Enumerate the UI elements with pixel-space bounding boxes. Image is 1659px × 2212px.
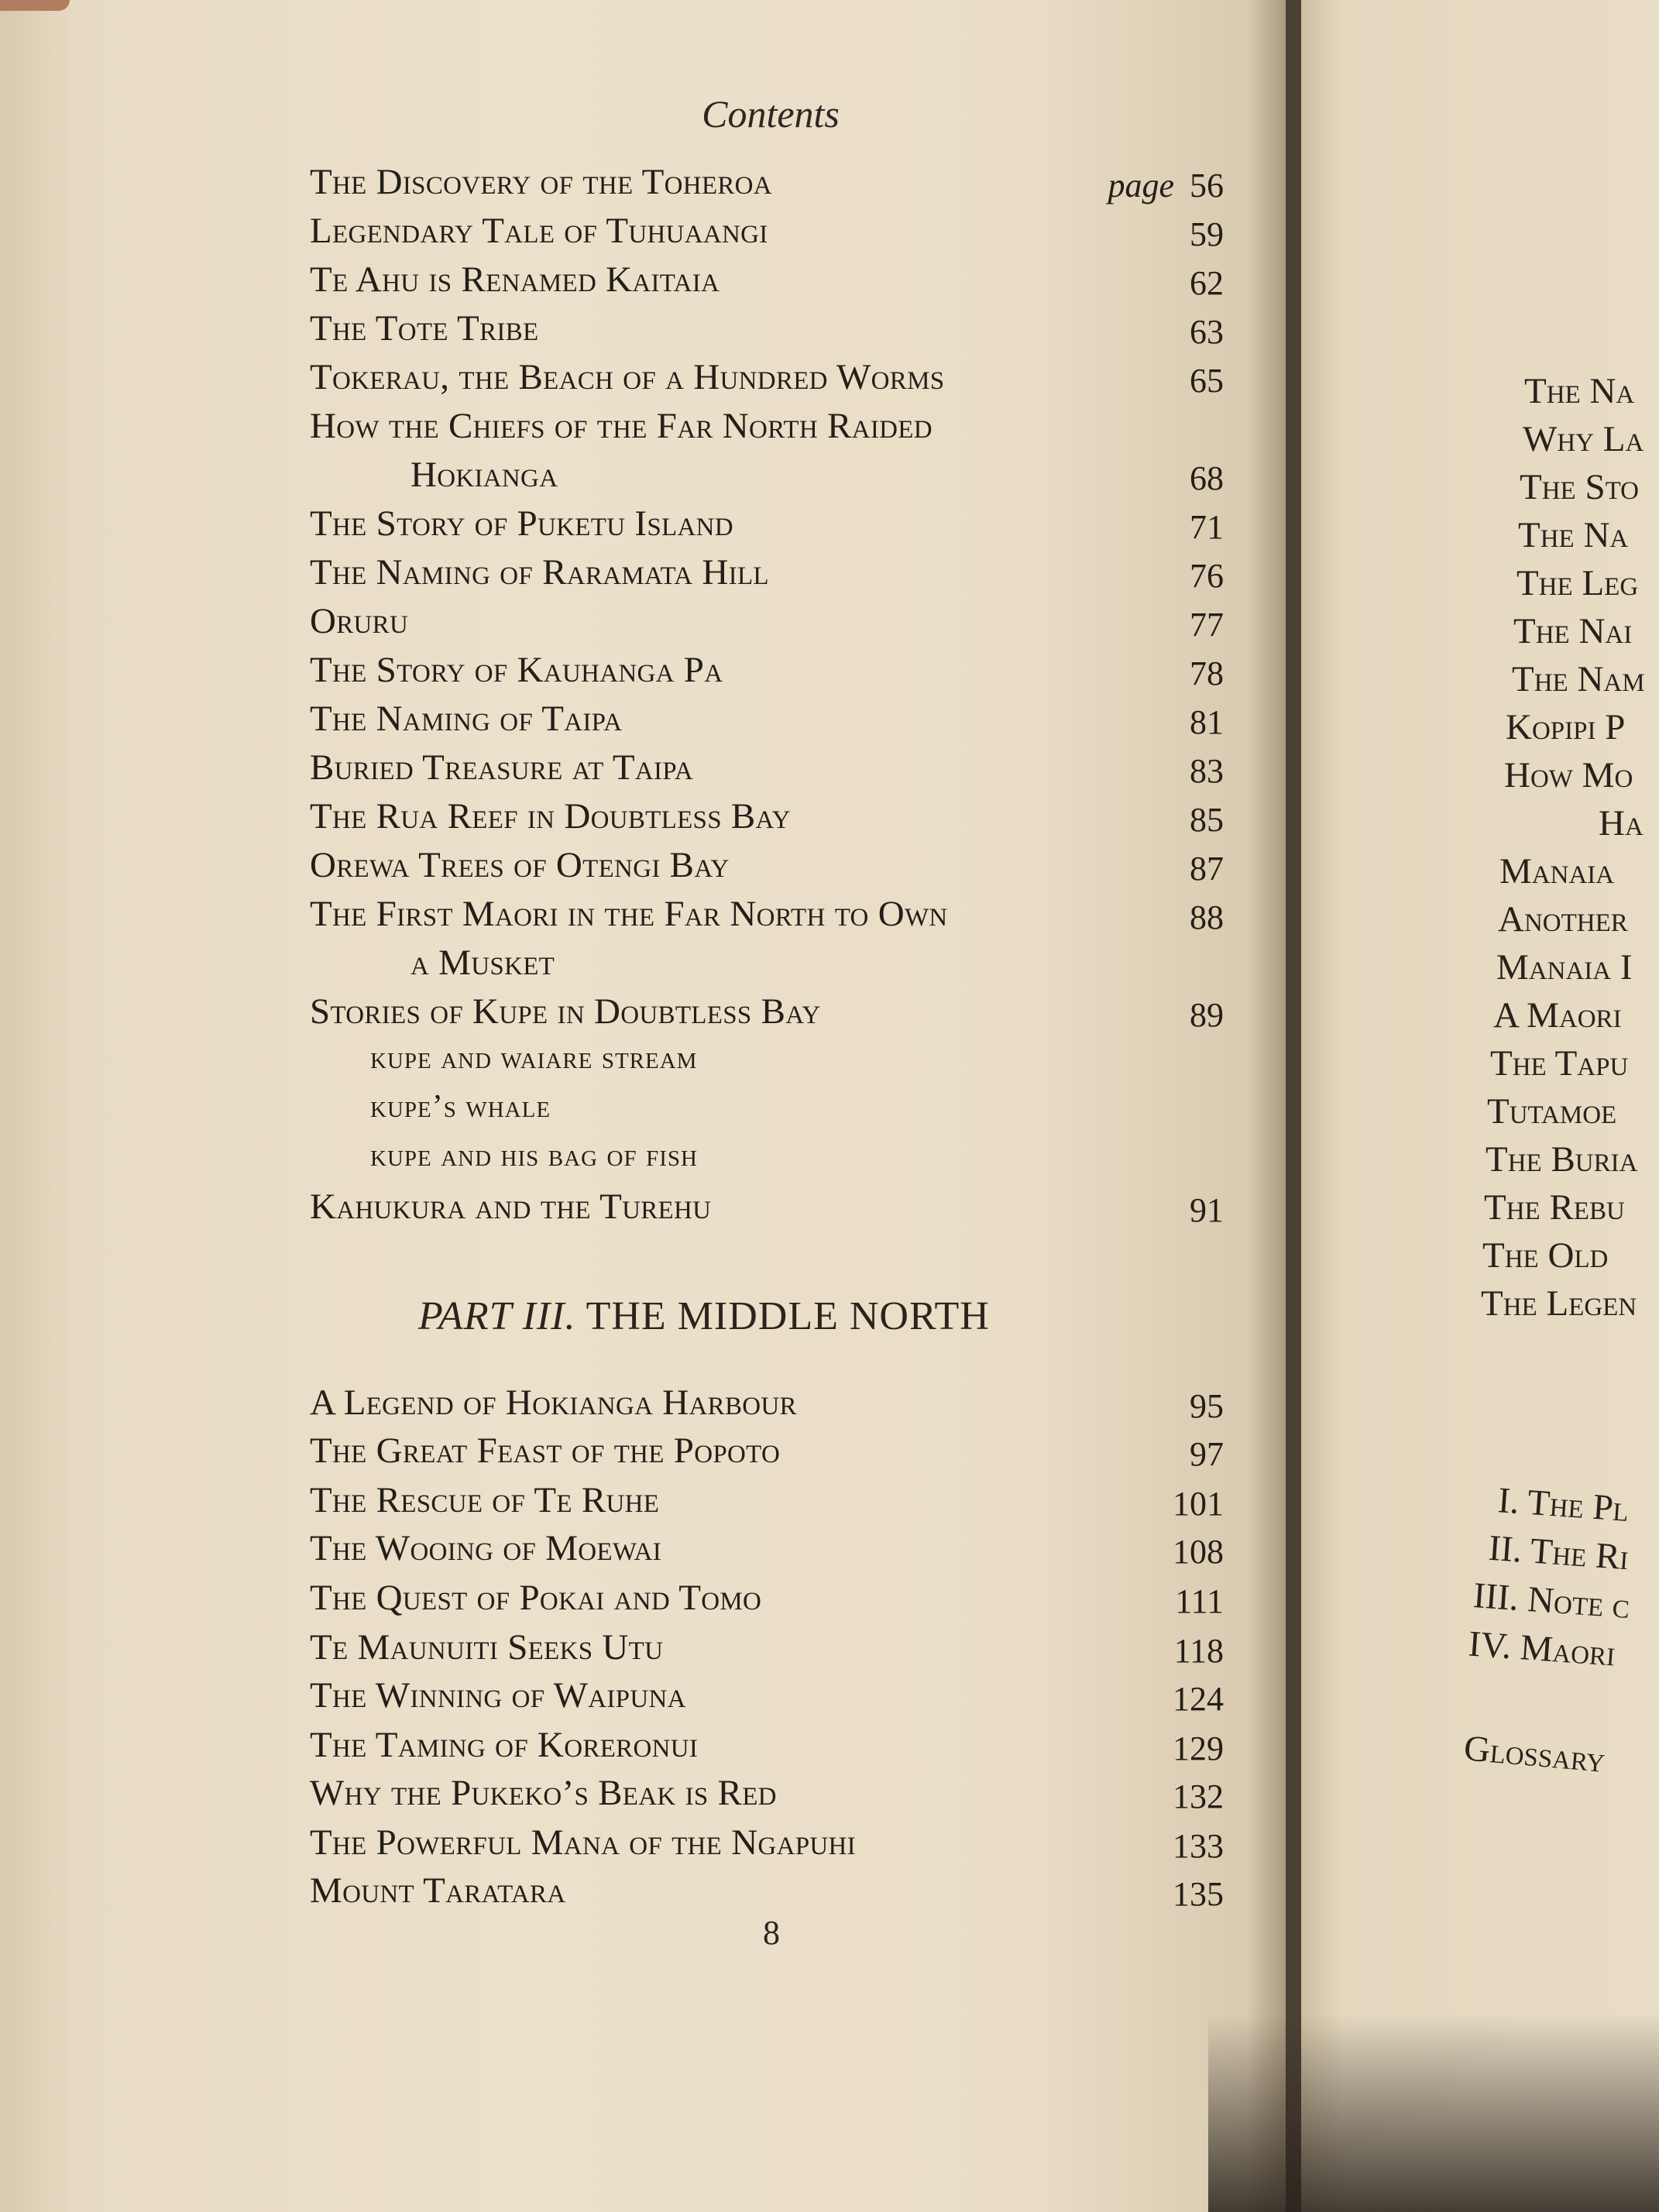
toc-entry-title: The Rua Reef in Doubtless Bay xyxy=(310,796,791,836)
toc-entry-page xyxy=(1190,702,1224,742)
toc-entry-page xyxy=(1190,556,1224,596)
toc-entry-title: kupe and his bag of fish xyxy=(370,1138,698,1173)
page-value: 132 xyxy=(1173,1778,1224,1815)
contents-title: Contents xyxy=(702,92,840,136)
toc-entry-page xyxy=(1190,1386,1224,1426)
toc-entry-title: The First Maori in the Far North to Own xyxy=(310,894,948,934)
toc-entry-title: How the Chiefs of the Far North Raided xyxy=(310,406,933,446)
toc-entry-title: Oruru xyxy=(310,601,409,641)
toc-entry-page xyxy=(1190,751,1224,791)
right-toc-entry: The Legen xyxy=(1481,1283,1637,1324)
right-toc-entry: The Buria xyxy=(1486,1139,1638,1180)
page-value: 87 xyxy=(1190,850,1224,888)
toc-entry xyxy=(310,1626,1224,1673)
toc-entry xyxy=(310,942,1224,988)
right-toc-entry: The Na xyxy=(1518,515,1629,555)
toc-entry xyxy=(310,747,1224,793)
toc-entry-page xyxy=(1190,507,1224,547)
toc-entry-page xyxy=(1173,1874,1224,1914)
right-toc-entry: The Tapu xyxy=(1490,1043,1629,1084)
toc-entry xyxy=(310,454,1224,500)
toc-entry-title: The Powerful Mana of the Ngapuhi xyxy=(310,1822,856,1863)
toc-entry-title: The Discovery of the Toheroa xyxy=(310,162,772,202)
glossary-entry: Glossary xyxy=(1462,1728,1607,1781)
page-value: 133 xyxy=(1173,1827,1224,1865)
page-value: 71 xyxy=(1190,508,1224,546)
appendix-entry: IV. Maori xyxy=(1467,1623,1617,1674)
toc-entry xyxy=(310,844,1224,891)
part-name: THE MIDDLE NORTH xyxy=(586,1294,990,1338)
toc-entry xyxy=(310,698,1224,744)
toc-entry-title: The Naming of Taipa xyxy=(310,699,623,739)
page-value: 62 xyxy=(1190,264,1224,302)
toc-entry-title: Hokianga xyxy=(410,455,558,495)
toc-entry-page xyxy=(1190,605,1224,644)
page-value: 135 xyxy=(1173,1875,1224,1913)
toc-entry-page xyxy=(1173,1777,1224,1816)
toc-entry-page xyxy=(1190,263,1224,303)
toc-entry-title: a Musket xyxy=(410,943,555,983)
toc-entry-title: The Rescue of Te Ruhe xyxy=(310,1480,660,1520)
toc-entry xyxy=(310,991,1224,1037)
toc-entry-title: Buried Treasure at Taipa xyxy=(310,747,694,788)
toc-entry xyxy=(310,1186,1224,1232)
toc-entry-page xyxy=(1174,1631,1224,1671)
toc-entry-page xyxy=(1190,995,1224,1035)
toc-entry-page xyxy=(1190,654,1224,693)
toc-entry-page xyxy=(1190,312,1224,352)
toc-entry xyxy=(310,307,1224,354)
toc-entry-title: The Tote Tribe xyxy=(310,308,539,349)
right-toc-entry: How Mo xyxy=(1504,755,1633,795)
appendix-entry: III. Note c xyxy=(1472,1575,1631,1626)
toc-entry xyxy=(310,1674,1224,1721)
page-number: 8 xyxy=(763,1914,780,1952)
toc-entry-title: Te Ahu is Renamed Kaitaia xyxy=(310,259,720,300)
toc-entry-title: The Wooing of Moewai xyxy=(310,1528,662,1568)
page-value: 65 xyxy=(1190,362,1224,400)
part-number: PART III. xyxy=(418,1294,576,1338)
toc-entry-title: Mount Taratara xyxy=(310,1870,566,1911)
page-value: 91 xyxy=(1190,1191,1224,1229)
page-value: 95 xyxy=(1190,1387,1224,1425)
toc-entry-title: Tokerau, the Beach of a Hundred Worms xyxy=(310,357,945,397)
toc-entry-page xyxy=(1190,1434,1224,1474)
toc-entry-title: kupe and waiare stream xyxy=(370,1040,698,1076)
toc-entry-title: The Quest of Pokai and Tomo xyxy=(310,1578,762,1618)
page-value: 89 xyxy=(1190,996,1224,1034)
appendix-entry: I. The Pl xyxy=(1496,1480,1630,1530)
page-value: 63 xyxy=(1190,313,1224,351)
toc-entry xyxy=(310,795,1224,842)
toc-entry-page xyxy=(1190,898,1224,937)
page-value: 59 xyxy=(1190,215,1224,253)
toc-entry xyxy=(310,356,1224,403)
toc-entry-title: Orewa Trees of Otengi Bay xyxy=(310,845,730,885)
toc-entry-page xyxy=(1173,1532,1224,1571)
toc-entry-page xyxy=(1175,1582,1224,1621)
page-value: 56 xyxy=(1190,167,1224,204)
toc-entry xyxy=(310,1382,1224,1428)
toc-entry-page xyxy=(1190,215,1224,254)
page-value: 77 xyxy=(1190,606,1224,644)
toc-entry xyxy=(310,259,1224,305)
part-three-heading xyxy=(418,1293,990,1339)
page-value: 118 xyxy=(1173,1632,1224,1670)
right-toc-entry: Tutamoe xyxy=(1487,1091,1617,1132)
right-toc-entry: A Maori xyxy=(1493,995,1622,1036)
page-value: 83 xyxy=(1190,752,1224,790)
toc-entry-page xyxy=(1190,1190,1224,1230)
toc-entry-page xyxy=(1173,1729,1224,1768)
toc-entry xyxy=(310,1137,1224,1183)
toc-entry xyxy=(310,161,1224,208)
page-value: 124 xyxy=(1173,1680,1224,1718)
toc-entry xyxy=(310,1870,1224,1916)
toc-entry-title: The Story of Puketu Island xyxy=(310,503,733,544)
toc-entry-title: Te Maunuiti Seeks Utu xyxy=(310,1627,664,1668)
page-value: 85 xyxy=(1190,801,1224,839)
toc-entry xyxy=(310,1039,1224,1086)
toc-entry-title: The Winning of Waipuna xyxy=(310,1675,686,1716)
page-value: 101 xyxy=(1173,1485,1224,1523)
right-toc-entry: The Sto xyxy=(1520,467,1639,507)
toc-entry-title: The Taming of Koreronui xyxy=(310,1725,699,1765)
toc-entry xyxy=(310,551,1224,598)
toc-entry-title: A Legend of Hokianga Harbour xyxy=(310,1382,797,1423)
toc-entry xyxy=(310,1527,1224,1574)
page-label: page xyxy=(1108,167,1174,204)
toc-entry-page xyxy=(1190,849,1224,888)
toc-entry xyxy=(310,649,1224,696)
toc-entry-title: The Great Feast of the Popoto xyxy=(310,1431,781,1471)
toc-entry xyxy=(310,405,1224,452)
toc-entry xyxy=(310,1822,1224,1868)
toc-entry xyxy=(310,1724,1224,1771)
right-toc-entry: Kopipi P xyxy=(1506,707,1626,747)
page-value: 76 xyxy=(1190,557,1224,595)
toc-entry xyxy=(310,210,1224,256)
toc-entry xyxy=(310,1430,1224,1476)
toc-entry-page xyxy=(1173,1826,1224,1866)
page-value: 111 xyxy=(1175,1582,1224,1620)
right-toc-entry: Another xyxy=(1498,899,1628,939)
toc-entry xyxy=(310,1088,1224,1135)
right-toc-entry: Manaia xyxy=(1499,851,1615,891)
toc-entry xyxy=(310,1772,1224,1819)
toc-entry-title: Kahukura and the Turehu xyxy=(310,1187,712,1227)
toc-entry-page xyxy=(1173,1484,1224,1523)
right-toc-entry: The Na xyxy=(1524,371,1635,411)
appendix-entry: II. The Ri xyxy=(1487,1527,1630,1578)
toc-entry xyxy=(310,1577,1224,1623)
page-shadow xyxy=(1208,2014,1659,2212)
right-toc-entry: Why La xyxy=(1523,419,1644,459)
toc-entry-page xyxy=(1108,166,1224,205)
toc-entry-title: The Story of Kauhanga Pa xyxy=(310,650,723,690)
right-toc-entry: The Nai xyxy=(1513,611,1633,651)
toc-entry xyxy=(310,503,1224,549)
toc-entry-title: The Naming of Raramata Hill xyxy=(310,552,769,592)
toc-entry xyxy=(310,600,1224,647)
toc-entry-title: kupe’s whale xyxy=(370,1089,551,1125)
page-value: 81 xyxy=(1190,703,1224,741)
toc-entry-page xyxy=(1190,800,1224,840)
toc-entry-page xyxy=(1190,361,1224,400)
page-value: 97 xyxy=(1190,1435,1224,1473)
right-toc-entry: The Rebu xyxy=(1484,1187,1625,1228)
right-toc-entry: The Nam xyxy=(1512,659,1645,699)
page-value: 68 xyxy=(1190,459,1224,497)
toc-entry-title: Legendary Tale of Tuhuaangi xyxy=(310,211,768,251)
right-toc-entry: The Leg xyxy=(1516,563,1639,603)
toc-entry-page xyxy=(1173,1679,1224,1719)
right-toc-entry: Manaia I xyxy=(1496,947,1633,988)
toc-entry xyxy=(310,893,1224,939)
toc-entry xyxy=(310,1479,1224,1526)
page-value: 129 xyxy=(1173,1729,1224,1767)
page-value: 88 xyxy=(1190,898,1224,936)
toc-entry-title: Stories of Kupe in Doubtless Bay xyxy=(310,991,821,1032)
page-value: 108 xyxy=(1173,1533,1224,1571)
right-toc-entry: Ha xyxy=(1599,803,1644,843)
right-toc-entry: The Old xyxy=(1482,1235,1609,1276)
page-value: 78 xyxy=(1190,654,1224,692)
thumb xyxy=(0,0,70,11)
toc-entry-title: Why the Pukeko’s Beak is Red xyxy=(310,1773,777,1813)
toc-entry-page xyxy=(1190,459,1224,498)
